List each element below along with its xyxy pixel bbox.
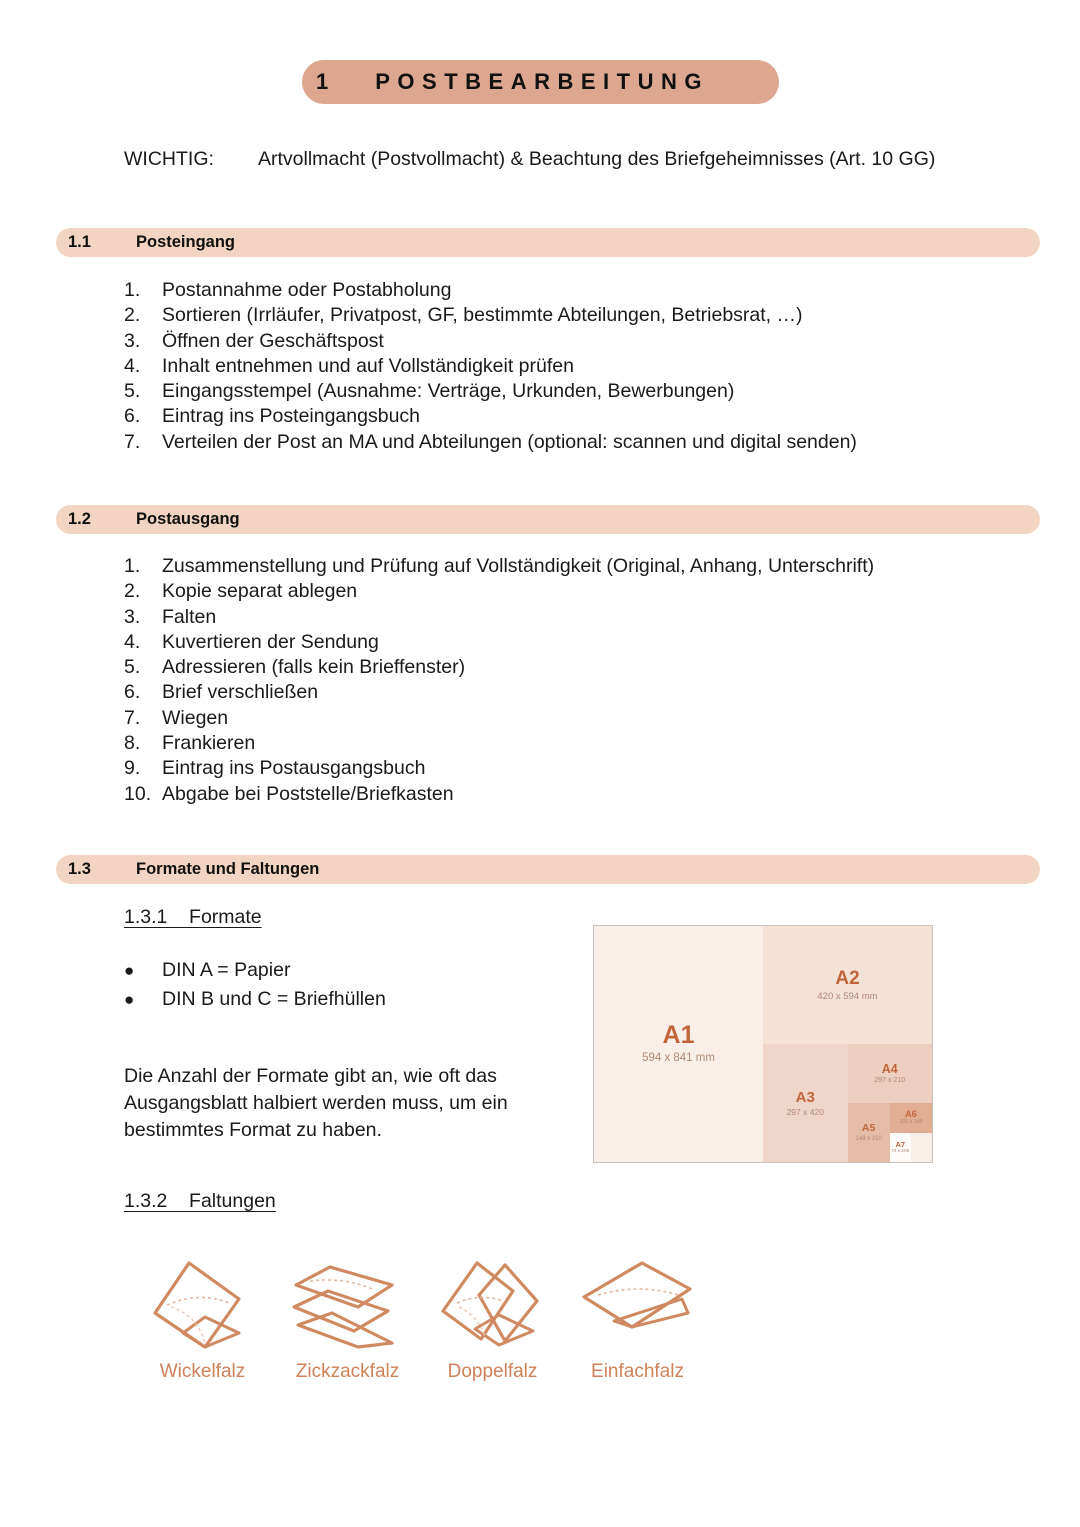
- list-marker: 7.: [124, 706, 141, 729]
- list-item-text: Öffnen der Geschäftspost: [162, 329, 384, 352]
- list-marker: 2.: [124, 580, 141, 603]
- din-label-name: A1: [662, 1021, 695, 1050]
- din-label-dimensions: 105 x 148: [899, 1119, 923, 1126]
- formate-paragraph: Die Anzahl der Formate gibt an, wie oft das Ausgangsblatt halbiert werden muss, um ein bestimmtes Format zu haben.: [124, 1065, 508, 1141]
- din-tile-a6: [890, 1103, 932, 1133]
- list-item-text: Falten: [162, 605, 217, 628]
- list-item: [124, 278, 857, 303]
- list-item-text: DIN A = Papier: [162, 959, 291, 981]
- list-item: [124, 630, 874, 655]
- din-label-dimensions: 148 x 210: [855, 1135, 882, 1142]
- list-item: [124, 655, 874, 680]
- din-label-dimensions: 74 x 105: [891, 1148, 910, 1154]
- fold-types-diagram: [130, 1255, 710, 1400]
- chapter-number: 1: [316, 69, 330, 94]
- fold-item-wickelfalz: [130, 1255, 275, 1400]
- din-label-name: A2: [835, 967, 860, 989]
- din-tile-a5: [848, 1103, 890, 1162]
- list-item-text: Wiegen: [162, 706, 229, 729]
- din-label-dimensions: 297 x 420: [786, 1106, 824, 1117]
- list-marker: 1.: [124, 555, 141, 577]
- fold-label: Zickzackfalz: [295, 1361, 400, 1382]
- section-title: Postausgang: [136, 510, 240, 528]
- doppelfalz-icon: [433, 1255, 553, 1355]
- din-label-name: A4: [881, 1061, 898, 1076]
- page-title: POSTBEARBEITUNG: [375, 69, 709, 94]
- section-heading-formate-faltungen: [56, 855, 1040, 884]
- wickelfalz-icon: [143, 1255, 263, 1355]
- din-label-dimensions: 594 x 841 mm: [642, 1052, 715, 1065]
- formate-bullet-list: [124, 956, 386, 1014]
- subsection-heading-faltungen: 1.3.2 Faltungen: [124, 1190, 276, 1212]
- din-format-diagram: [593, 925, 933, 1163]
- section-number: 1.3: [68, 860, 91, 878]
- list-item-text: Kuvertieren der Sendung: [162, 630, 379, 653]
- din-tile-a3: [763, 1044, 848, 1162]
- list-marker: 10.: [124, 782, 152, 805]
- list-item: [124, 303, 857, 328]
- list-marker: 7.: [124, 430, 141, 453]
- list-marker: 8.: [124, 732, 141, 755]
- din-label-name: A7: [895, 1139, 906, 1149]
- bullet-icon: ●: [124, 961, 135, 980]
- list-marker: 1.: [124, 279, 141, 301]
- list-item-text: Postannahme oder Postabholung: [162, 279, 452, 301]
- zickzackfalz-icon: [288, 1255, 408, 1355]
- fold-item-zickzackfalz: [275, 1255, 420, 1400]
- list-item-text: Eingangsstempel (Ausnahme: Verträge, Urkunden, Bewerbungen): [162, 380, 735, 403]
- list-item: [124, 731, 874, 756]
- list-item-text: Frankieren: [162, 732, 256, 755]
- section-heading-postausgang: [56, 505, 1040, 534]
- list-item-text: Sortieren (Irrläufer, Privatpost, GF, bestimmte Abteilungen, Betriebsrat, …): [162, 304, 803, 327]
- list-item-text: Brief verschließen: [162, 681, 319, 704]
- einfachfalz-icon: [578, 1255, 698, 1355]
- fold-item-einfachfalz: [565, 1255, 710, 1400]
- list-item: [124, 782, 874, 807]
- list-item: [124, 706, 874, 731]
- fold-label: Einfachfalz: [591, 1361, 684, 1382]
- postausgang-list: [124, 554, 874, 807]
- section-number: 1.2: [68, 510, 91, 528]
- list-item: [124, 329, 857, 354]
- din-label-name: A6: [905, 1109, 917, 1120]
- din-tile-a4: [848, 1044, 933, 1103]
- din-label-dimensions: 420 x 594 mm: [817, 990, 878, 1002]
- list-item: [124, 956, 386, 985]
- fold-label: Doppelfalz: [447, 1361, 538, 1382]
- list-item: [124, 404, 857, 429]
- fold-label: Wickelfalz: [159, 1361, 246, 1382]
- section-heading-posteingang: [56, 228, 1040, 257]
- list-marker: 6.: [124, 405, 141, 428]
- list-item: [124, 756, 874, 781]
- list-item: [124, 985, 386, 1014]
- list-marker: 5.: [124, 656, 141, 679]
- list-item: [124, 579, 874, 604]
- list-item: [124, 379, 857, 404]
- list-item-text: Zusammenstellung und Prüfung auf Vollständigkeit (Original, Anhang, Unterschrift): [162, 555, 875, 577]
- din-tile-a2: [763, 926, 932, 1044]
- subsection-heading-formate: 1.3.1 Formate: [124, 906, 262, 928]
- list-item-text: Adressieren (falls kein Brieffenster): [162, 656, 466, 679]
- list-item: [124, 554, 874, 579]
- list-item-text: Kopie separat ablegen: [162, 580, 358, 603]
- list-item: [124, 354, 857, 379]
- list-marker: 6.: [124, 681, 141, 704]
- din-label-name: A3: [795, 1088, 815, 1106]
- page-title-banner: [302, 60, 779, 104]
- list-marker: 2.: [124, 304, 141, 327]
- list-item: [124, 680, 874, 705]
- list-marker: 4.: [124, 630, 141, 653]
- list-marker: 3.: [124, 605, 141, 628]
- list-item-text: Eintrag ins Postausgangsbuch: [162, 757, 426, 780]
- section-title: Formate und Faltungen: [136, 860, 320, 878]
- list-item: [124, 430, 857, 455]
- list-marker: 9.: [124, 757, 141, 780]
- list-item-text: Eintrag ins Posteingangsbuch: [162, 405, 421, 428]
- din-tile-a1: [594, 926, 763, 1162]
- din-label-name: A5: [861, 1122, 876, 1135]
- list-item: [124, 605, 874, 630]
- list-item-text: DIN B und C = Briefhüllen: [162, 988, 386, 1010]
- important-note: [124, 148, 935, 171]
- section-number: 1.1: [68, 233, 91, 251]
- list-marker: 5.: [124, 380, 141, 403]
- din-tile-a7: [890, 1133, 911, 1163]
- bullet-icon: ●: [124, 990, 135, 1009]
- important-text: Artvollmacht (Postvollmacht) & Beachtung des Briefgeheimnisses (Art. 10 GG): [258, 148, 936, 170]
- list-marker: 4.: [124, 354, 141, 377]
- section-title: Posteingang: [136, 233, 236, 251]
- list-item-text: Verteilen der Post an MA und Abteilungen (optional: scannen und digital senden): [162, 430, 857, 453]
- list-marker: 3.: [124, 329, 141, 352]
- din-label-dimensions: 297 x 210: [874, 1077, 906, 1085]
- list-item-text: Abgabe bei Poststelle/Briefkasten: [162, 782, 454, 805]
- important-label: WICHTIG:: [124, 148, 214, 170]
- list-item-text: Inhalt entnehmen und auf Vollständigkeit prüfen: [162, 354, 574, 377]
- fold-item-doppelfalz: [420, 1255, 565, 1400]
- posteingang-list: [124, 278, 857, 455]
